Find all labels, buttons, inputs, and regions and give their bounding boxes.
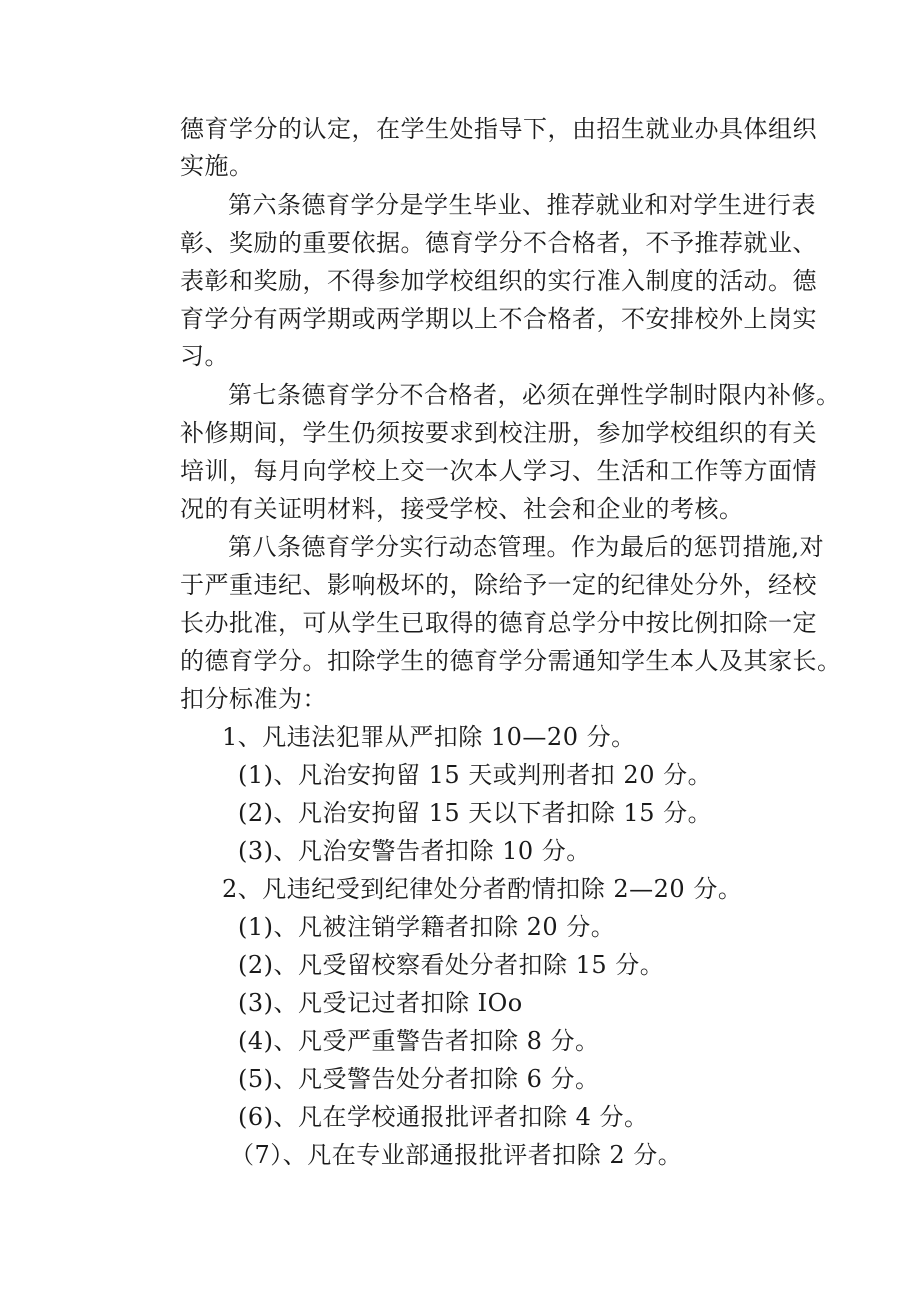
deduction-item: (2)、凡受留校察看处分者扣除 15 分。 xyxy=(238,951,665,979)
deduction-item: (1)、凡治安拘留 15 天或判刑者扣 20 分。 xyxy=(238,761,713,789)
paragraph-2-line-1: 第六条德育学分是学生毕业、推荐就业和对学生进行表 xyxy=(228,191,816,219)
deduction-item: 1、凡违法犯罪从严扣除 10—20 分。 xyxy=(222,723,636,751)
deduction-item: (4)、凡受严重警告者扣除 8 分。 xyxy=(238,1027,600,1055)
deduction-item: 2、凡违纪受到纪律处分者酌情扣除 2—20 分。 xyxy=(222,875,743,903)
deduction-item: （7）、凡在专业部通报批评者扣除 2 分。 xyxy=(230,1141,683,1169)
deduction-item: (5)、凡受警告处分者扣除 6 分。 xyxy=(238,1065,600,1093)
paragraph-4-line-4: 的德育学分。扣除学生的德育学分需通知学生本人及其家长。 xyxy=(180,647,842,675)
paragraph-4-line-2: 于严重违纪、影响极坏的，除给予一定的纪律处分外，经校 xyxy=(180,571,817,599)
paragraph-2-line-3: 表彰和奖励，不得参加学校组织的实行准入制度的活动。德 xyxy=(180,267,817,295)
paragraph-3-line-2: 补修期间，学生仍须按要求到校注册，参加学校组织的有关 xyxy=(180,419,817,447)
paragraph-3-line-3: 培训，每月向学校上交一次本人学习、生活和工作等方面情 xyxy=(180,457,817,485)
deduction-item: (2)、凡治安拘留 15 天以下者扣除 15 分。 xyxy=(238,799,713,827)
paragraph-3-line-1: 第七条德育学分不合格者，必须在弹性学制时限内补修。 xyxy=(228,381,841,409)
paragraph-4-line-1: 第八条德育学分实行动态管理。作为最后的惩罚措施,对 xyxy=(228,533,825,561)
paragraph-4-line-5: 扣分标准为： xyxy=(180,685,327,713)
deduction-item: (6)、凡在学校通报批评者扣除 4 分。 xyxy=(238,1103,649,1131)
paragraph-3-line-4: 况的有关证明材料，接受学校、社会和企业的考核。 xyxy=(180,495,744,523)
deduction-item: (1)、凡被注销学籍者扣除 20 分。 xyxy=(238,913,616,941)
paragraph-1-line-2: 实施。 xyxy=(180,152,254,180)
paragraph-2-line-2: 彰、奖励的重要依据。德育学分不合格者，不予推荐就业、 xyxy=(180,229,817,257)
paragraph-2-line-5: 习。 xyxy=(180,342,229,370)
paragraph-4-line-3: 长办批准，可从学生已取得的德育总学分中按比例扣除一定 xyxy=(180,609,817,637)
deduction-item: (3)、凡受记过者扣除 IOo xyxy=(238,989,523,1017)
deduction-item: (3)、凡治安警告者扣除 10 分。 xyxy=(238,837,591,865)
paragraph-1-line-1: 德育学分的认定，在学生处指导下，由招生就业办具体组织 xyxy=(180,115,817,143)
paragraph-2-line-4: 育学分有两学期或两学期以上不合格者，不安排校外上岗实 xyxy=(180,305,817,333)
